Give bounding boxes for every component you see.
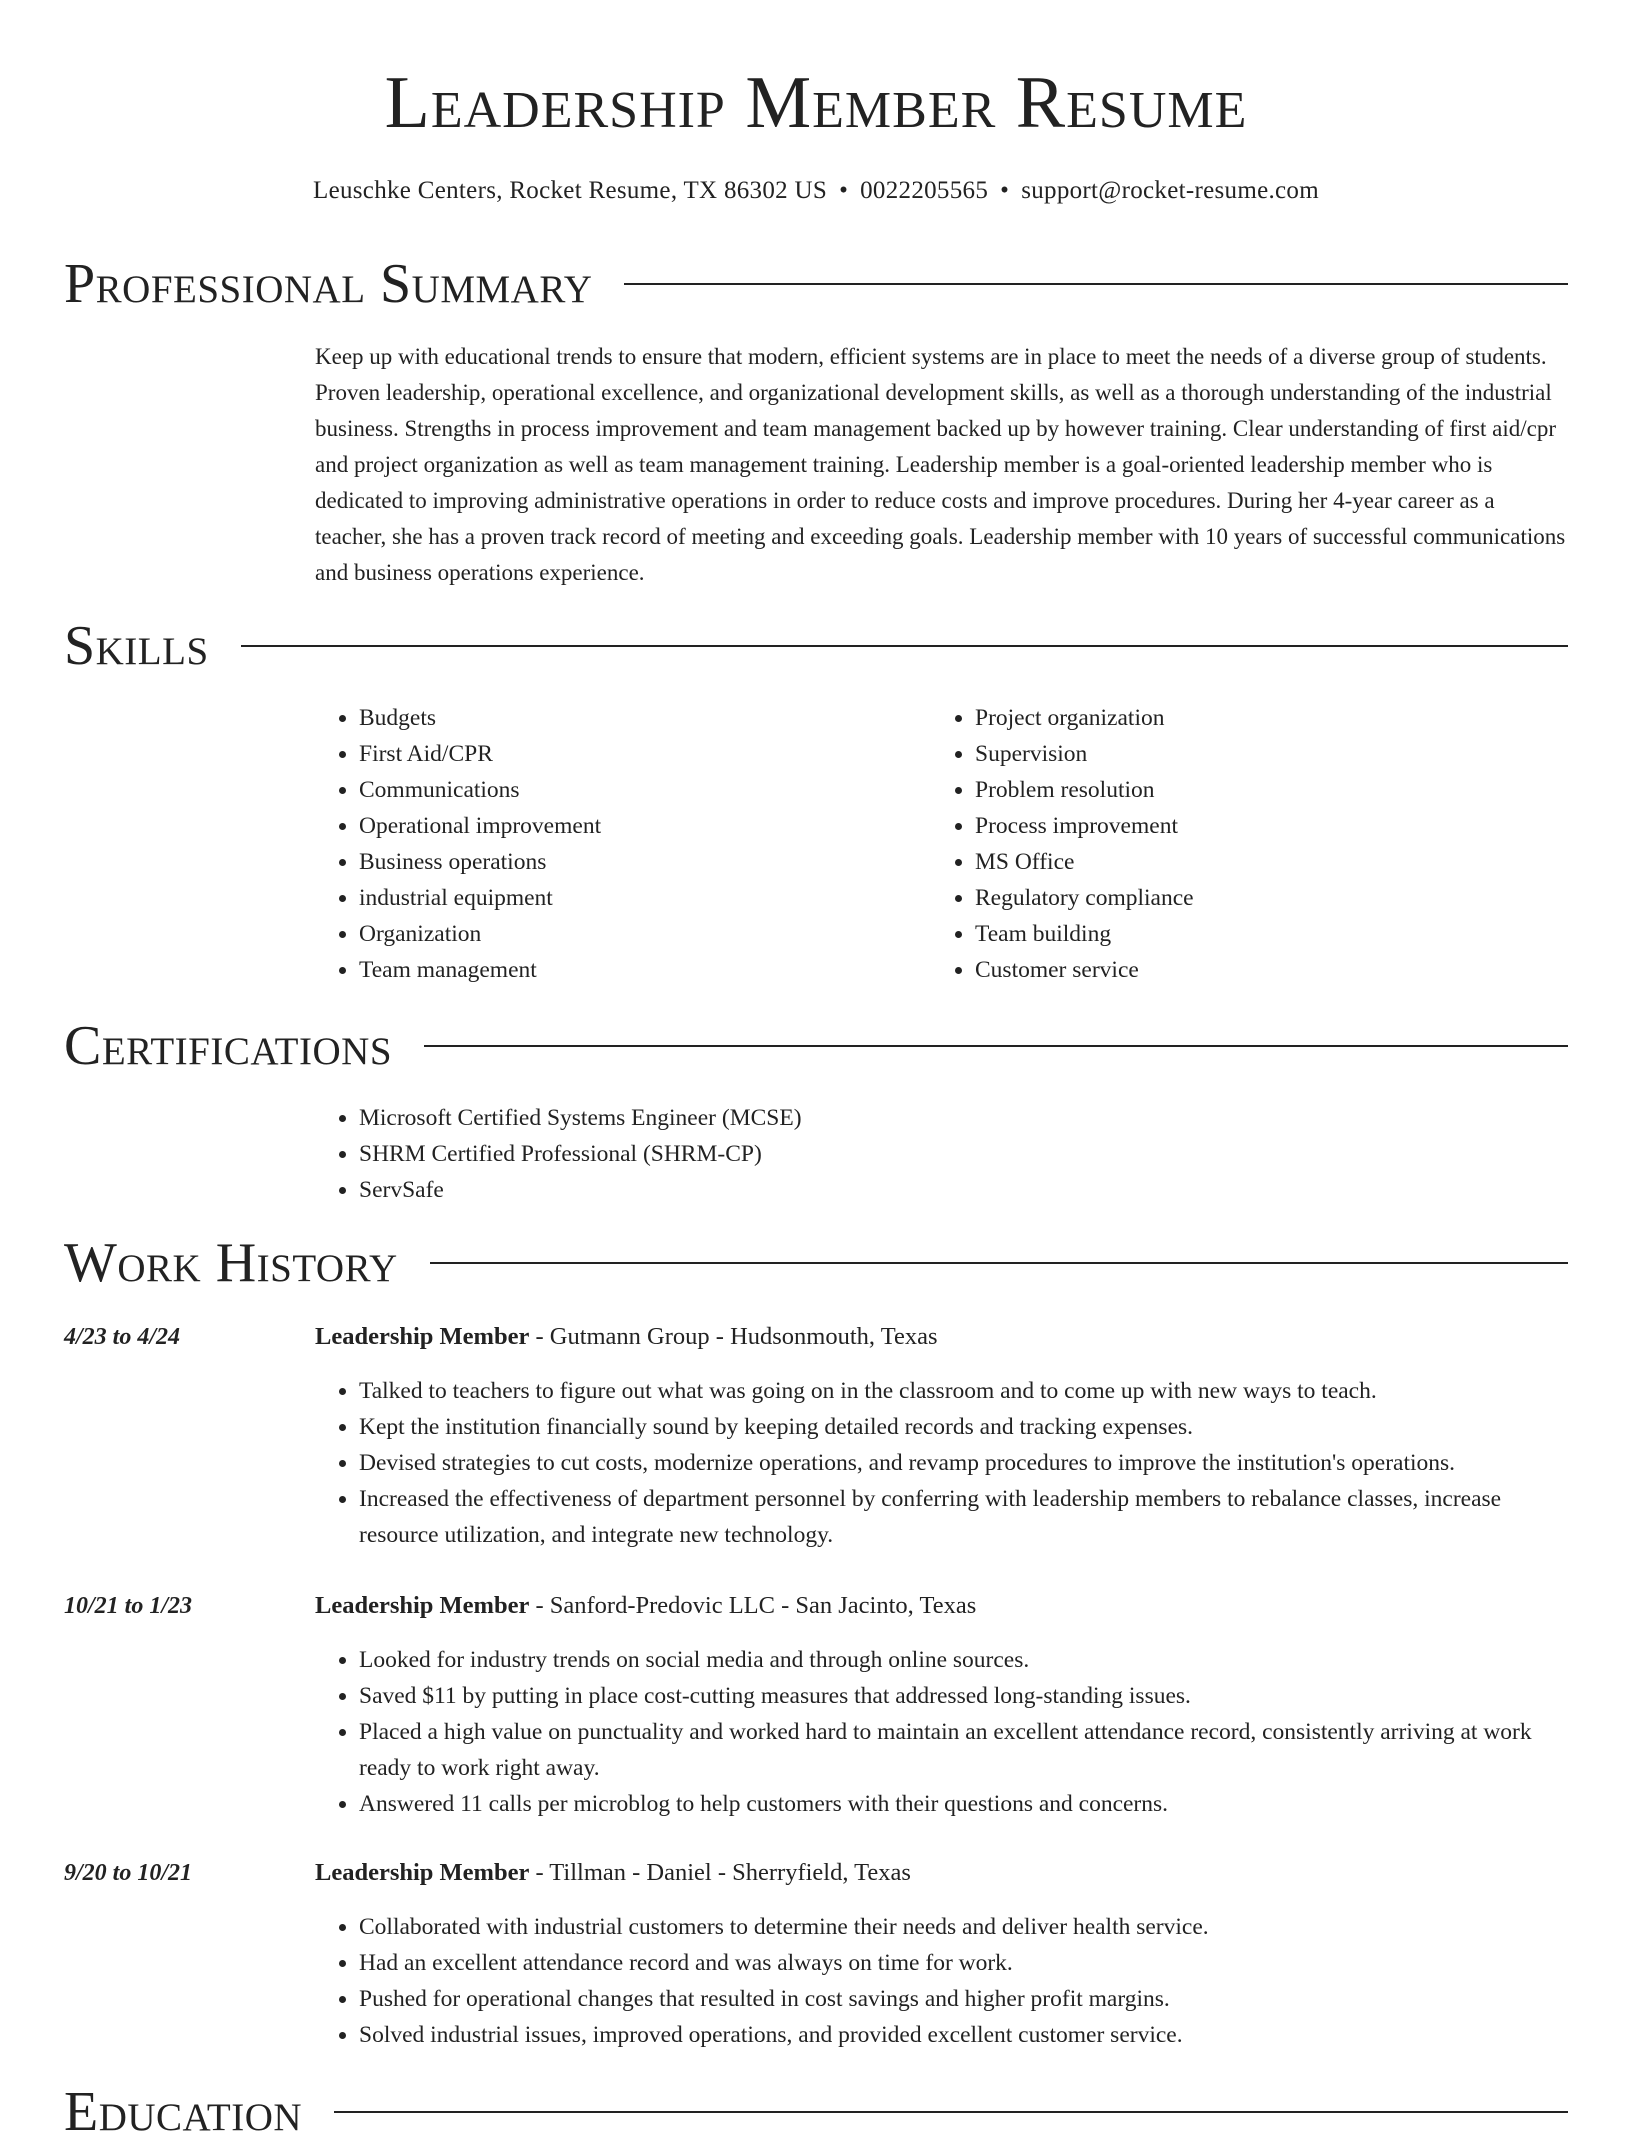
section-divider bbox=[430, 1262, 1568, 1264]
job-details: - Gutmann Group - Hudsonmouth, Texas bbox=[529, 1323, 938, 1350]
job-bullet: • Looked for industry trends on social media and through online sources. bbox=[359, 1642, 1570, 1678]
section-title-certifications: Certifications bbox=[64, 1015, 393, 1077]
summary-text: Keep up with educational trends to ensure that modern, efficient systems are in place to meet the needs of a diverse group of students. Proven leadership, operational excellence, and organizational development skills, as well as a thorough understanding of the industrial business. Strengths in process improvement and team management backed up by however training. Clear understanding of first aid/cpr and project organization as well as team management training. Leadership member is a goal-oriented leadership member who is dedicated to improving administrative operations in order to reduce costs and improve procedures. During her 4-year career as a teacher, she has a proven track record of meeting and exceeding goals. Leadership member with 10 years of successful communications and business operations experience. bbox=[315, 344, 1566, 585]
job-bullets bbox=[315, 1642, 1570, 1822]
job-heading bbox=[315, 1588, 976, 1624]
job-bullet: • Answered 11 calls per microblog to help customers with their questions and concerns. bbox=[359, 1786, 1570, 1822]
skill-item: • Operational improvement bbox=[359, 808, 959, 844]
section-header-education bbox=[64, 2080, 1568, 2144]
section-title-skills: Skills bbox=[64, 615, 209, 677]
job-bullet: • Pushed for operational changes that resulted in cost savings and higher profit margins. bbox=[359, 1981, 1570, 2017]
contact-separator: • bbox=[1000, 177, 1010, 204]
job-entry bbox=[64, 1319, 1570, 1559]
certification-item: • SHRM Certified Professional (SHRM-CP) bbox=[359, 1136, 1599, 1172]
job-details: - Sanford-Predovic LLC - San Jacinto, Texas bbox=[529, 1592, 977, 1619]
section-header-skills bbox=[64, 614, 1568, 678]
certifications-list bbox=[315, 1100, 1599, 1208]
section-header-work bbox=[64, 1231, 1568, 1295]
job-bullets bbox=[315, 1373, 1570, 1553]
contact-email: support@rocket-resume.com bbox=[1021, 177, 1319, 204]
section-header-summary bbox=[64, 252, 1568, 316]
skill-item: • Supervision bbox=[975, 736, 1595, 772]
certification-item: • Microsoft Certified Systems Engineer (MCSE) bbox=[359, 1100, 1599, 1136]
job-bullet: • Solved industrial issues, improved operations, and provided excellent customer service. bbox=[359, 2017, 1570, 2053]
skill-item: • MS Office bbox=[975, 844, 1595, 880]
skill-item: • Project organization bbox=[975, 700, 1595, 736]
section-divider bbox=[241, 645, 1568, 647]
job-bullet: • Kept the institution financially sound by keeping detailed records and tracking expenses. bbox=[359, 1409, 1570, 1445]
job-bullets bbox=[315, 1909, 1570, 2053]
job-bullet: • Saved $11 by putting in place cost-cutting measures that addressed long-standing issues. bbox=[359, 1678, 1570, 1714]
skill-item: • Process improvement bbox=[975, 808, 1595, 844]
resume-title: Leadership Member Resume bbox=[384, 62, 1248, 144]
certification-item: • ServSafe bbox=[359, 1172, 1599, 1208]
job-heading bbox=[315, 1855, 911, 1891]
skill-item: • Business operations bbox=[359, 844, 959, 880]
skill-item: • Problem resolution bbox=[975, 772, 1595, 808]
section-divider bbox=[424, 1045, 1568, 1047]
job-bullet: • Devised strategies to cut costs, modernize operations, and revamp procedures to improve the institution's operations. bbox=[359, 1445, 1570, 1481]
job-dates: 9/20 to 10/21 bbox=[64, 1860, 193, 1886]
section-header-certifications bbox=[64, 1014, 1568, 1078]
job-dates: 4/23 to 4/24 bbox=[64, 1324, 181, 1350]
skill-item: • industrial equipment bbox=[359, 880, 959, 916]
section-title-work: Work History bbox=[64, 1232, 398, 1294]
job-title: Leadership Member bbox=[315, 1592, 530, 1619]
job-entry bbox=[64, 1855, 1570, 2055]
skill-item: • First Aid/CPR bbox=[359, 736, 959, 772]
job-bullet: • Talked to teachers to figure out what was going on in the classroom and to come up with new ways to teach. bbox=[359, 1373, 1570, 1409]
job-title: Leadership Member bbox=[315, 1323, 530, 1350]
job-entry bbox=[64, 1588, 1570, 1828]
skill-item: • Organization bbox=[359, 916, 959, 952]
skills-list-right bbox=[931, 700, 1595, 988]
section-divider bbox=[334, 2111, 1568, 2113]
contact-address: Leuschke Centers, Rocket Resume, TX 86302 US bbox=[313, 177, 828, 204]
contact-separator: • bbox=[839, 177, 849, 204]
skill-item: • Communications bbox=[359, 772, 959, 808]
job-bullet: • Had an excellent attendance record and was always on time for work. bbox=[359, 1945, 1570, 1981]
skill-item: • Budgets bbox=[359, 700, 959, 736]
skill-item: • Regulatory compliance bbox=[975, 880, 1595, 916]
skill-item: • Customer service bbox=[975, 952, 1595, 988]
contact-line bbox=[0, 175, 1632, 207]
skills-list-left bbox=[315, 700, 959, 988]
job-dates: 10/21 to 1/23 bbox=[64, 1593, 193, 1619]
job-bullet: • Increased the effectiveness of department personnel by conferring with leadership members to rebalance classes, increase resource utilization, and integrate new technology. bbox=[359, 1481, 1570, 1553]
section-divider bbox=[624, 283, 1568, 285]
job-bullet: • Placed a high value on punctuality and worked hard to maintain an excellent attendance record, consistently arriving at work ready to work right away. bbox=[359, 1714, 1570, 1786]
job-details: - Tillman - Daniel - Sherryfield, Texas bbox=[529, 1859, 911, 1886]
section-title-education: Education bbox=[64, 2081, 303, 2143]
contact-phone: 0022205565 bbox=[860, 177, 989, 204]
job-bullet: • Collaborated with industrial customers to determine their needs and deliver health service. bbox=[359, 1909, 1570, 1945]
job-heading bbox=[315, 1319, 938, 1355]
skill-item: • Team management bbox=[359, 952, 959, 988]
job-title: Leadership Member bbox=[315, 1859, 530, 1886]
section-title-summary: Professional Summary bbox=[64, 253, 593, 315]
skill-item: • Team building bbox=[975, 916, 1595, 952]
